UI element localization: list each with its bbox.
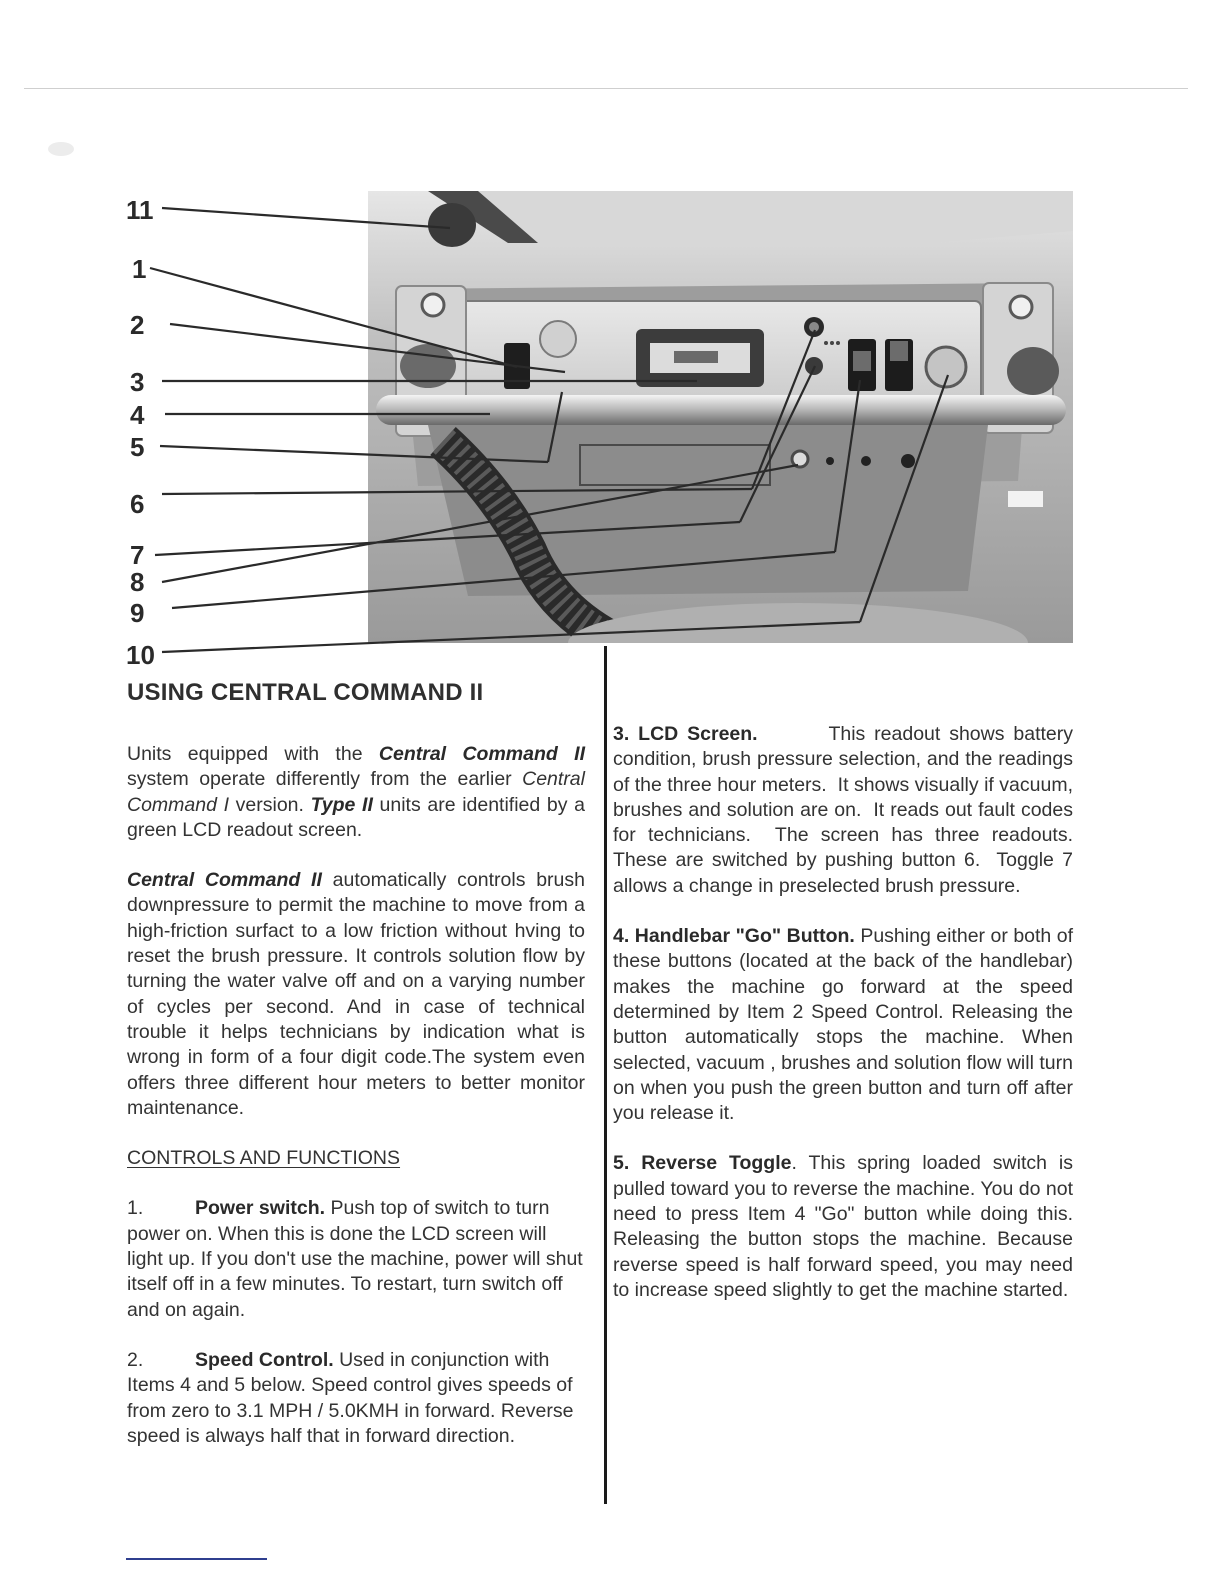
item-number: 1.: [127, 1197, 144, 1220]
footnote-rule: [126, 1558, 267, 1560]
item-title: Speed Control.: [195, 1348, 334, 1371]
item-text: . This spring loaded switch is pulled toward you to reverse the machine. You do not need to press Item 4 "Go" button while doing this. Releasing the button stops the machine. Because reverse speed is half forward speed, you may need to increase speed slightly to get the machine started.: [613, 1152, 1073, 1301]
item-title: 4. Handlebar "Go" Button.: [613, 925, 855, 948]
column-divider: [604, 646, 607, 1504]
handle-knob: [428, 203, 476, 247]
callout-number-6: 6: [130, 489, 145, 519]
scan-smudge: [48, 142, 74, 156]
handlebar-rail: [376, 395, 1066, 425]
product-name-emphasis: Central Command II: [378, 743, 585, 765]
description-text: automatically controls brush downpressure to permit the machine to move from a high-friction surfact to a low friction without hving to reset the brush pressure. It controls solution flow by turning the water valve off and on a varying number of cycles per second. And in case of technical trouble it helps technicians by indication what is wrong in form of a four digit code.The system even offers three different hour meters to better monitor maintenance.: [127, 869, 585, 1119]
item-text: This readout shows battery condition, brush pressure selection, and the readings of the three hour meters. It shows visually if vacuum, brushes and solution are on. It reads out fault codes for technicians. The screen has three readouts. These are switched by pushing button 6. Toggle 7 allows a change in preselected brush pressure.: [613, 723, 1084, 897]
round-switch: [926, 347, 966, 387]
item-title: Power switch.: [195, 1197, 326, 1220]
intro-text: version.: [229, 793, 311, 816]
power-switch: [504, 343, 530, 389]
description-paragraph: [127, 868, 585, 1121]
callout-number-2: 2: [130, 310, 145, 340]
callout-number-5: 5: [130, 432, 145, 462]
item-5-reverse-toggle: [613, 1151, 1073, 1303]
item-text: Push top of switch to turn power on. When this is done the LCD screen will light up. If you don't use the machine, power will shut itself off in a few minutes. To restart, turn switch off and on again.: [127, 1197, 583, 1321]
callout-number-7: 7: [130, 540, 145, 570]
speed-control-knob: [540, 321, 576, 357]
item-number: 2.: [127, 1348, 144, 1371]
product-name-emphasis: Central Command II: [127, 869, 322, 892]
control-panel-photo: [368, 191, 1073, 643]
item-3-lcd-screen: [613, 722, 1084, 899]
callout-number-4: 4: [130, 400, 145, 430]
item-text: Used in conjunction with Items 4 and 5 below. Speed control gives speeds of from zero to 3.1 MPH / 5.0KMH in forward. Reverse speed is always half that in forward direction.: [127, 1348, 574, 1447]
page-top-rule: [24, 88, 1188, 89]
intro-text: Units equipped with the: [127, 743, 379, 765]
item-text: Pushing either or both of these buttons (located at the back of the handlebar) makes the machine go forward at the speed determined by Item 2 Speed Control. Releasing the button automatically stops the machine. When selected, vacuum , brushes and solution flow will turn on when you push the green button and turn off after you release it.: [613, 925, 1074, 1125]
item-4-go-button: [613, 924, 1073, 1126]
earlier-version-name: Central Command I: [127, 768, 585, 816]
callout-number-11: 11: [126, 195, 154, 225]
callout-number-10: 10: [126, 640, 155, 670]
controls-heading: CONTROLS AND FUNCTIONS: [127, 1147, 401, 1170]
callout-number-3: 3: [130, 367, 145, 397]
intro-paragraph: [127, 742, 585, 843]
callout-number-8: 8: [130, 567, 145, 597]
right-column: [613, 722, 1084, 1328]
item-1-power-switch: [127, 1196, 585, 1322]
type-emphasis: Type II: [310, 793, 373, 816]
item-title: 5. Reverse Toggle: [613, 1152, 792, 1175]
callout-number-9: 9: [130, 598, 145, 628]
left-column: [127, 742, 585, 1474]
toggle-7: [805, 357, 823, 375]
item-2-speed-control: [127, 1348, 585, 1449]
callout-number-1: 1: [132, 254, 147, 284]
intro-text: units are identified by a green LCD readout screen.: [127, 793, 585, 841]
item-title: 3. LCD Screen.: [613, 723, 758, 745]
intro-text: system operate differently from the earlier: [127, 768, 523, 791]
page-title: USING CENTRAL COMMAND II: [127, 679, 484, 706]
